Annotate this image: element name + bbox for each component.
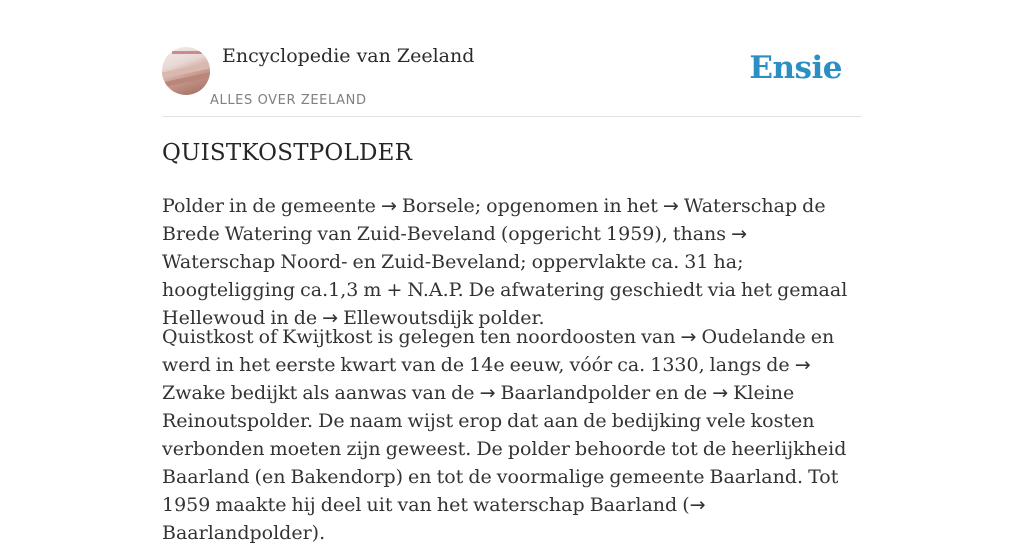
cross-reference-link[interactable]: Ellewoutsdijk polder. xyxy=(338,307,545,329)
cross-reference-arrow-icon: → xyxy=(794,354,811,376)
avatar-decoration xyxy=(172,51,202,54)
cross-reference-link[interactable]: Oudelande en werd in het eerste kwart van de 14e eeuw, vóór ca. 1330, langs de xyxy=(162,326,835,376)
cross-reference-arrow-icon: → xyxy=(680,326,697,348)
cross-reference-link[interactable]: Zwake bedijkt als aanwas van de xyxy=(162,382,480,404)
cross-reference-link[interactable]: Baarlandpolder en de xyxy=(495,382,713,404)
ensie-brand-logo[interactable]: Ensie xyxy=(749,50,842,86)
cross-reference-link[interactable]: Borsele; opgenomen in het xyxy=(396,195,663,217)
cross-reference-arrow-icon: → xyxy=(479,382,496,404)
cross-reference-arrow-icon: → xyxy=(380,195,397,217)
cross-reference-link[interactable]: Baarlandpolder). xyxy=(162,522,326,544)
cross-reference-arrow-icon: → xyxy=(322,307,339,329)
cross-reference-link[interactable]: Kleine Reinoutspolder. De naam wijst erop dat aan de bedijking vele kosten verbonden moeten zijn geweest. De polder behoorde tot de heerlijkheid Baarland (en Bakendorp) en tot de voormalige gemeente Baarland. Tot 1959 maakte hij deel uit van het waterschap Baarland ( xyxy=(162,382,847,516)
text-segment: Quistkost of Kwijtkost is gelegen ten noordoosten van xyxy=(162,326,681,348)
site-header xyxy=(162,44,862,117)
cross-reference-link[interactable]: Waterschap Noord- en Zuid-Beveland; oppervlakte ca. 31 ha; hoogteligging ca.1,3 m + N.A.P. De afwatering geschiedt via het gemaal Hellewoud in de xyxy=(162,251,848,329)
cross-reference-arrow-icon: → xyxy=(689,494,706,516)
site-tagline: ALLES OVER ZEELAND xyxy=(210,93,367,108)
article-paragraph-1 xyxy=(162,192,862,332)
cross-reference-arrow-icon: → xyxy=(731,223,748,245)
site-logo-avatar[interactable] xyxy=(162,47,210,95)
article-title: QUISTKOSTPOLDER xyxy=(162,140,413,166)
article xyxy=(162,140,862,544)
cross-reference-link[interactable]: Waterschap de Brede Watering van Zuid-Beveland (opgericht 1959), thans xyxy=(162,195,826,245)
text-segment: Polder in de gemeente xyxy=(162,195,381,217)
cross-reference-arrow-icon: → xyxy=(662,195,679,217)
article-paragraph-2 xyxy=(162,323,862,547)
site-title-link[interactable]: Encyclopedie van Zeeland xyxy=(222,45,475,67)
cross-reference-arrow-icon: → xyxy=(712,382,729,404)
